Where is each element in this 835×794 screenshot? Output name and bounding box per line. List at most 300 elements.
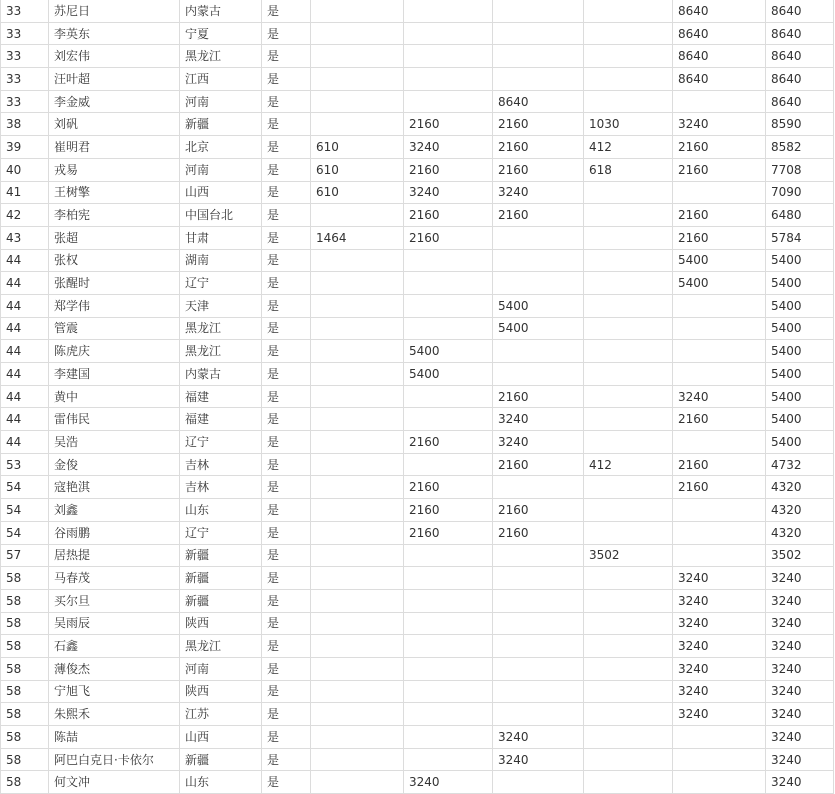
table-row	[1, 22, 834, 45]
name-cell: 刘鑫	[49, 499, 180, 522]
total-cell: 5400	[766, 408, 834, 431]
ranking-table-body	[1, 0, 834, 794]
rank-cell: 44	[1, 431, 49, 454]
region-cell: 新疆	[180, 544, 262, 567]
region-cell: 新疆	[180, 748, 262, 771]
points-cell-1: 610	[311, 181, 404, 204]
rank-cell: 58	[1, 748, 49, 771]
points-cell-4	[584, 385, 673, 408]
rank-cell: 33	[1, 90, 49, 113]
rank-cell: 44	[1, 272, 49, 295]
points-cell-3	[493, 544, 584, 567]
flag-cell: 是	[262, 612, 311, 635]
region-cell: 黑龙江	[180, 635, 262, 658]
rank-cell: 44	[1, 408, 49, 431]
rank-cell: 39	[1, 136, 49, 159]
total-cell: 5400	[766, 249, 834, 272]
name-cell: 张超	[49, 226, 180, 249]
points-cell-1	[311, 22, 404, 45]
points-cell-5: 2160	[673, 453, 766, 476]
points-cell-5	[673, 748, 766, 771]
flag-cell: 是	[262, 272, 311, 295]
total-cell: 3240	[766, 612, 834, 635]
flag-cell: 是	[262, 340, 311, 363]
region-cell: 黑龙江	[180, 317, 262, 340]
points-cell-1	[311, 771, 404, 794]
name-cell: 何文冲	[49, 771, 180, 794]
points-cell-2: 2160	[404, 431, 493, 454]
points-cell-4	[584, 204, 673, 227]
total-cell: 3240	[766, 635, 834, 658]
total-cell: 8640	[766, 45, 834, 68]
rank-cell: 40	[1, 158, 49, 181]
rank-cell: 53	[1, 453, 49, 476]
rank-cell: 58	[1, 589, 49, 612]
points-cell-2	[404, 612, 493, 635]
table-row	[1, 408, 834, 431]
region-cell: 新疆	[180, 113, 262, 136]
name-cell: 石鑫	[49, 635, 180, 658]
total-cell: 8582	[766, 136, 834, 159]
rank-cell: 44	[1, 294, 49, 317]
flag-cell: 是	[262, 680, 311, 703]
points-cell-4: 1030	[584, 113, 673, 136]
points-cell-4	[584, 567, 673, 590]
points-cell-1	[311, 635, 404, 658]
points-cell-3: 2160	[493, 385, 584, 408]
points-cell-4	[584, 431, 673, 454]
flag-cell: 是	[262, 499, 311, 522]
total-cell: 4320	[766, 476, 834, 499]
points-cell-3: 2160	[493, 204, 584, 227]
flag-cell: 是	[262, 158, 311, 181]
points-cell-3: 3240	[493, 431, 584, 454]
region-cell: 黑龙江	[180, 340, 262, 363]
points-cell-1: 610	[311, 158, 404, 181]
region-cell: 黑龙江	[180, 45, 262, 68]
region-cell: 甘肃	[180, 226, 262, 249]
flag-cell: 是	[262, 181, 311, 204]
table-row	[1, 45, 834, 68]
region-cell: 新疆	[180, 589, 262, 612]
points-cell-3: 5400	[493, 317, 584, 340]
points-cell-4: 412	[584, 136, 673, 159]
points-cell-1	[311, 45, 404, 68]
table-row	[1, 181, 834, 204]
rank-cell: 58	[1, 612, 49, 635]
flag-cell: 是	[262, 726, 311, 749]
total-cell: 3240	[766, 657, 834, 680]
total-cell: 6480	[766, 204, 834, 227]
points-cell-3	[493, 272, 584, 295]
points-cell-5: 2160	[673, 136, 766, 159]
points-cell-3	[493, 612, 584, 635]
region-cell: 福建	[180, 385, 262, 408]
name-cell: 陈喆	[49, 726, 180, 749]
region-cell: 吉林	[180, 476, 262, 499]
points-cell-4	[584, 90, 673, 113]
name-cell: 郑学伟	[49, 294, 180, 317]
table-row	[1, 453, 834, 476]
region-cell: 江苏	[180, 703, 262, 726]
region-cell: 河南	[180, 158, 262, 181]
points-cell-5: 2160	[673, 476, 766, 499]
points-cell-5	[673, 294, 766, 317]
total-cell: 5784	[766, 226, 834, 249]
total-cell: 5400	[766, 294, 834, 317]
points-cell-4	[584, 249, 673, 272]
flag-cell: 是	[262, 748, 311, 771]
flag-cell: 是	[262, 249, 311, 272]
points-cell-3	[493, 340, 584, 363]
region-cell: 中国台北	[180, 204, 262, 227]
points-cell-1	[311, 317, 404, 340]
points-cell-5: 3240	[673, 635, 766, 658]
name-cell: 王树擎	[49, 181, 180, 204]
points-cell-1	[311, 521, 404, 544]
name-cell: 谷雨鹏	[49, 521, 180, 544]
points-cell-2: 2160	[404, 521, 493, 544]
region-cell: 江西	[180, 68, 262, 91]
table-row	[1, 748, 834, 771]
name-cell: 黄中	[49, 385, 180, 408]
flag-cell: 是	[262, 385, 311, 408]
points-cell-5: 5400	[673, 249, 766, 272]
points-cell-5: 2160	[673, 204, 766, 227]
points-cell-1	[311, 385, 404, 408]
flag-cell: 是	[262, 771, 311, 794]
points-cell-5	[673, 90, 766, 113]
rank-cell: 58	[1, 657, 49, 680]
total-cell: 3240	[766, 589, 834, 612]
points-cell-5: 3240	[673, 680, 766, 703]
points-cell-5	[673, 340, 766, 363]
points-cell-3	[493, 657, 584, 680]
points-cell-2	[404, 703, 493, 726]
points-cell-2: 2160	[404, 158, 493, 181]
points-cell-3: 3240	[493, 181, 584, 204]
rank-cell: 54	[1, 499, 49, 522]
total-cell: 8640	[766, 68, 834, 91]
name-cell: 薄俊杰	[49, 657, 180, 680]
points-cell-5	[673, 771, 766, 794]
points-cell-3: 2160	[493, 158, 584, 181]
points-cell-1	[311, 499, 404, 522]
points-cell-3: 2160	[493, 136, 584, 159]
points-cell-4	[584, 680, 673, 703]
name-cell: 宁旭飞	[49, 680, 180, 703]
region-cell: 山东	[180, 499, 262, 522]
region-cell: 新疆	[180, 567, 262, 590]
rank-cell: 43	[1, 226, 49, 249]
points-cell-3: 2160	[493, 453, 584, 476]
table-row	[1, 771, 834, 794]
points-cell-1	[311, 544, 404, 567]
name-cell: 崔明君	[49, 136, 180, 159]
points-cell-5: 8640	[673, 0, 766, 22]
table-row	[1, 635, 834, 658]
region-cell: 山西	[180, 181, 262, 204]
region-cell: 北京	[180, 136, 262, 159]
points-cell-2	[404, 544, 493, 567]
points-cell-5: 2160	[673, 226, 766, 249]
name-cell: 刘宏伟	[49, 45, 180, 68]
flag-cell: 是	[262, 204, 311, 227]
total-cell: 8640	[766, 22, 834, 45]
rank-cell: 33	[1, 22, 49, 45]
region-cell: 辽宁	[180, 431, 262, 454]
points-cell-1	[311, 408, 404, 431]
points-cell-4	[584, 521, 673, 544]
name-cell: 居热提	[49, 544, 180, 567]
table-row	[1, 521, 834, 544]
points-cell-1	[311, 90, 404, 113]
points-cell-1	[311, 680, 404, 703]
rank-cell: 44	[1, 249, 49, 272]
name-cell: 阿巴白克日·卡依尔	[49, 748, 180, 771]
points-cell-4	[584, 748, 673, 771]
name-cell: 李柏宪	[49, 204, 180, 227]
points-cell-5: 3240	[673, 113, 766, 136]
points-cell-4	[584, 340, 673, 363]
name-cell: 陈虎庆	[49, 340, 180, 363]
total-cell: 8640	[766, 0, 834, 22]
region-cell: 福建	[180, 408, 262, 431]
points-cell-3	[493, 589, 584, 612]
total-cell: 3240	[766, 680, 834, 703]
points-cell-1	[311, 431, 404, 454]
flag-cell: 是	[262, 476, 311, 499]
rank-cell: 58	[1, 680, 49, 703]
rank-cell: 44	[1, 317, 49, 340]
points-cell-5: 8640	[673, 68, 766, 91]
points-cell-4	[584, 363, 673, 386]
total-cell: 5400	[766, 385, 834, 408]
table-row	[1, 476, 834, 499]
points-cell-2	[404, 45, 493, 68]
points-cell-4	[584, 657, 673, 680]
flag-cell: 是	[262, 317, 311, 340]
points-cell-1	[311, 453, 404, 476]
points-cell-5	[673, 363, 766, 386]
name-cell: 戎易	[49, 158, 180, 181]
total-cell: 5400	[766, 272, 834, 295]
name-cell: 朱熙禾	[49, 703, 180, 726]
flag-cell: 是	[262, 22, 311, 45]
table-row	[1, 726, 834, 749]
points-cell-2: 5400	[404, 363, 493, 386]
rank-cell: 58	[1, 567, 49, 590]
points-cell-4	[584, 272, 673, 295]
points-cell-2	[404, 567, 493, 590]
table-row	[1, 294, 834, 317]
table-row	[1, 90, 834, 113]
total-cell: 5400	[766, 363, 834, 386]
points-cell-4	[584, 612, 673, 635]
points-cell-4	[584, 499, 673, 522]
points-cell-1	[311, 340, 404, 363]
rank-cell: 58	[1, 771, 49, 794]
name-cell: 李建国	[49, 363, 180, 386]
points-cell-3: 2160	[493, 113, 584, 136]
points-cell-2: 3240	[404, 771, 493, 794]
points-cell-4	[584, 181, 673, 204]
rank-cell: 44	[1, 385, 49, 408]
flag-cell: 是	[262, 226, 311, 249]
points-cell-4	[584, 589, 673, 612]
points-cell-1	[311, 204, 404, 227]
flag-cell: 是	[262, 90, 311, 113]
points-cell-5	[673, 181, 766, 204]
flag-cell: 是	[262, 453, 311, 476]
points-cell-2	[404, 90, 493, 113]
name-cell: 李英东	[49, 22, 180, 45]
table-row	[1, 612, 834, 635]
points-cell-2	[404, 249, 493, 272]
name-cell: 马春茂	[49, 567, 180, 590]
name-cell: 刘矾	[49, 113, 180, 136]
points-cell-5: 3240	[673, 589, 766, 612]
name-cell: 张醒时	[49, 272, 180, 295]
points-cell-5	[673, 544, 766, 567]
points-cell-4: 3502	[584, 544, 673, 567]
points-cell-4: 412	[584, 453, 673, 476]
rank-cell: 42	[1, 204, 49, 227]
total-cell: 3502	[766, 544, 834, 567]
points-cell-5	[673, 499, 766, 522]
region-cell: 内蒙古	[180, 363, 262, 386]
total-cell: 3240	[766, 771, 834, 794]
points-cell-2	[404, 22, 493, 45]
points-cell-4: 618	[584, 158, 673, 181]
table-row	[1, 272, 834, 295]
total-cell: 4320	[766, 499, 834, 522]
table-row	[1, 703, 834, 726]
total-cell: 3240	[766, 567, 834, 590]
points-cell-2	[404, 589, 493, 612]
points-cell-1	[311, 68, 404, 91]
points-cell-4	[584, 476, 673, 499]
rank-cell: 54	[1, 476, 49, 499]
table-row	[1, 680, 834, 703]
total-cell: 8590	[766, 113, 834, 136]
region-cell: 吉林	[180, 453, 262, 476]
rank-cell: 54	[1, 521, 49, 544]
points-cell-4	[584, 317, 673, 340]
points-cell-3: 2160	[493, 499, 584, 522]
total-cell: 3240	[766, 748, 834, 771]
region-cell: 山东	[180, 771, 262, 794]
points-cell-4	[584, 45, 673, 68]
name-cell: 汪叶超	[49, 68, 180, 91]
flag-cell: 是	[262, 431, 311, 454]
total-cell: 7090	[766, 181, 834, 204]
points-cell-4	[584, 703, 673, 726]
points-cell-2	[404, 680, 493, 703]
points-cell-5: 8640	[673, 45, 766, 68]
total-cell: 8640	[766, 90, 834, 113]
table-row	[1, 544, 834, 567]
points-cell-2: 3240	[404, 181, 493, 204]
points-cell-2: 2160	[404, 204, 493, 227]
points-cell-1: 610	[311, 136, 404, 159]
total-cell: 4732	[766, 453, 834, 476]
points-cell-4	[584, 726, 673, 749]
flag-cell: 是	[262, 408, 311, 431]
flag-cell: 是	[262, 363, 311, 386]
points-cell-3	[493, 226, 584, 249]
points-cell-1	[311, 476, 404, 499]
points-cell-2: 3240	[404, 136, 493, 159]
points-cell-5: 3240	[673, 703, 766, 726]
rank-cell: 38	[1, 113, 49, 136]
points-cell-4	[584, 68, 673, 91]
table-row	[1, 68, 834, 91]
points-cell-5	[673, 431, 766, 454]
points-cell-5	[673, 726, 766, 749]
flag-cell: 是	[262, 589, 311, 612]
points-cell-4	[584, 771, 673, 794]
table-row	[1, 340, 834, 363]
points-cell-2	[404, 635, 493, 658]
points-cell-3	[493, 0, 584, 22]
points-cell-1	[311, 657, 404, 680]
name-cell: 吴浩	[49, 431, 180, 454]
points-cell-2	[404, 408, 493, 431]
total-cell: 7708	[766, 158, 834, 181]
rank-cell: 44	[1, 340, 49, 363]
points-cell-3	[493, 567, 584, 590]
table-row	[1, 136, 834, 159]
table-row	[1, 385, 834, 408]
points-cell-3	[493, 363, 584, 386]
points-cell-3	[493, 68, 584, 91]
rank-cell: 44	[1, 363, 49, 386]
rank-cell: 33	[1, 68, 49, 91]
name-cell: 买尔旦	[49, 589, 180, 612]
region-cell: 辽宁	[180, 272, 262, 295]
total-cell: 3240	[766, 726, 834, 749]
points-cell-3	[493, 476, 584, 499]
points-cell-3: 2160	[493, 521, 584, 544]
points-cell-1	[311, 0, 404, 22]
flag-cell: 是	[262, 657, 311, 680]
points-cell-2	[404, 0, 493, 22]
points-cell-2	[404, 294, 493, 317]
total-cell: 4320	[766, 521, 834, 544]
table-row	[1, 431, 834, 454]
points-cell-2	[404, 317, 493, 340]
points-cell-3	[493, 703, 584, 726]
points-cell-1	[311, 589, 404, 612]
points-cell-1	[311, 726, 404, 749]
points-cell-1	[311, 294, 404, 317]
region-cell: 宁夏	[180, 22, 262, 45]
points-cell-5: 3240	[673, 612, 766, 635]
points-cell-2	[404, 272, 493, 295]
points-cell-3	[493, 680, 584, 703]
total-cell: 3240	[766, 703, 834, 726]
region-cell: 山西	[180, 726, 262, 749]
points-cell-5: 5400	[673, 272, 766, 295]
points-cell-2: 2160	[404, 499, 493, 522]
points-cell-2: 5400	[404, 340, 493, 363]
points-cell-2	[404, 726, 493, 749]
name-cell: 管震	[49, 317, 180, 340]
points-cell-5	[673, 317, 766, 340]
rank-cell: 58	[1, 635, 49, 658]
points-cell-1: 1464	[311, 226, 404, 249]
